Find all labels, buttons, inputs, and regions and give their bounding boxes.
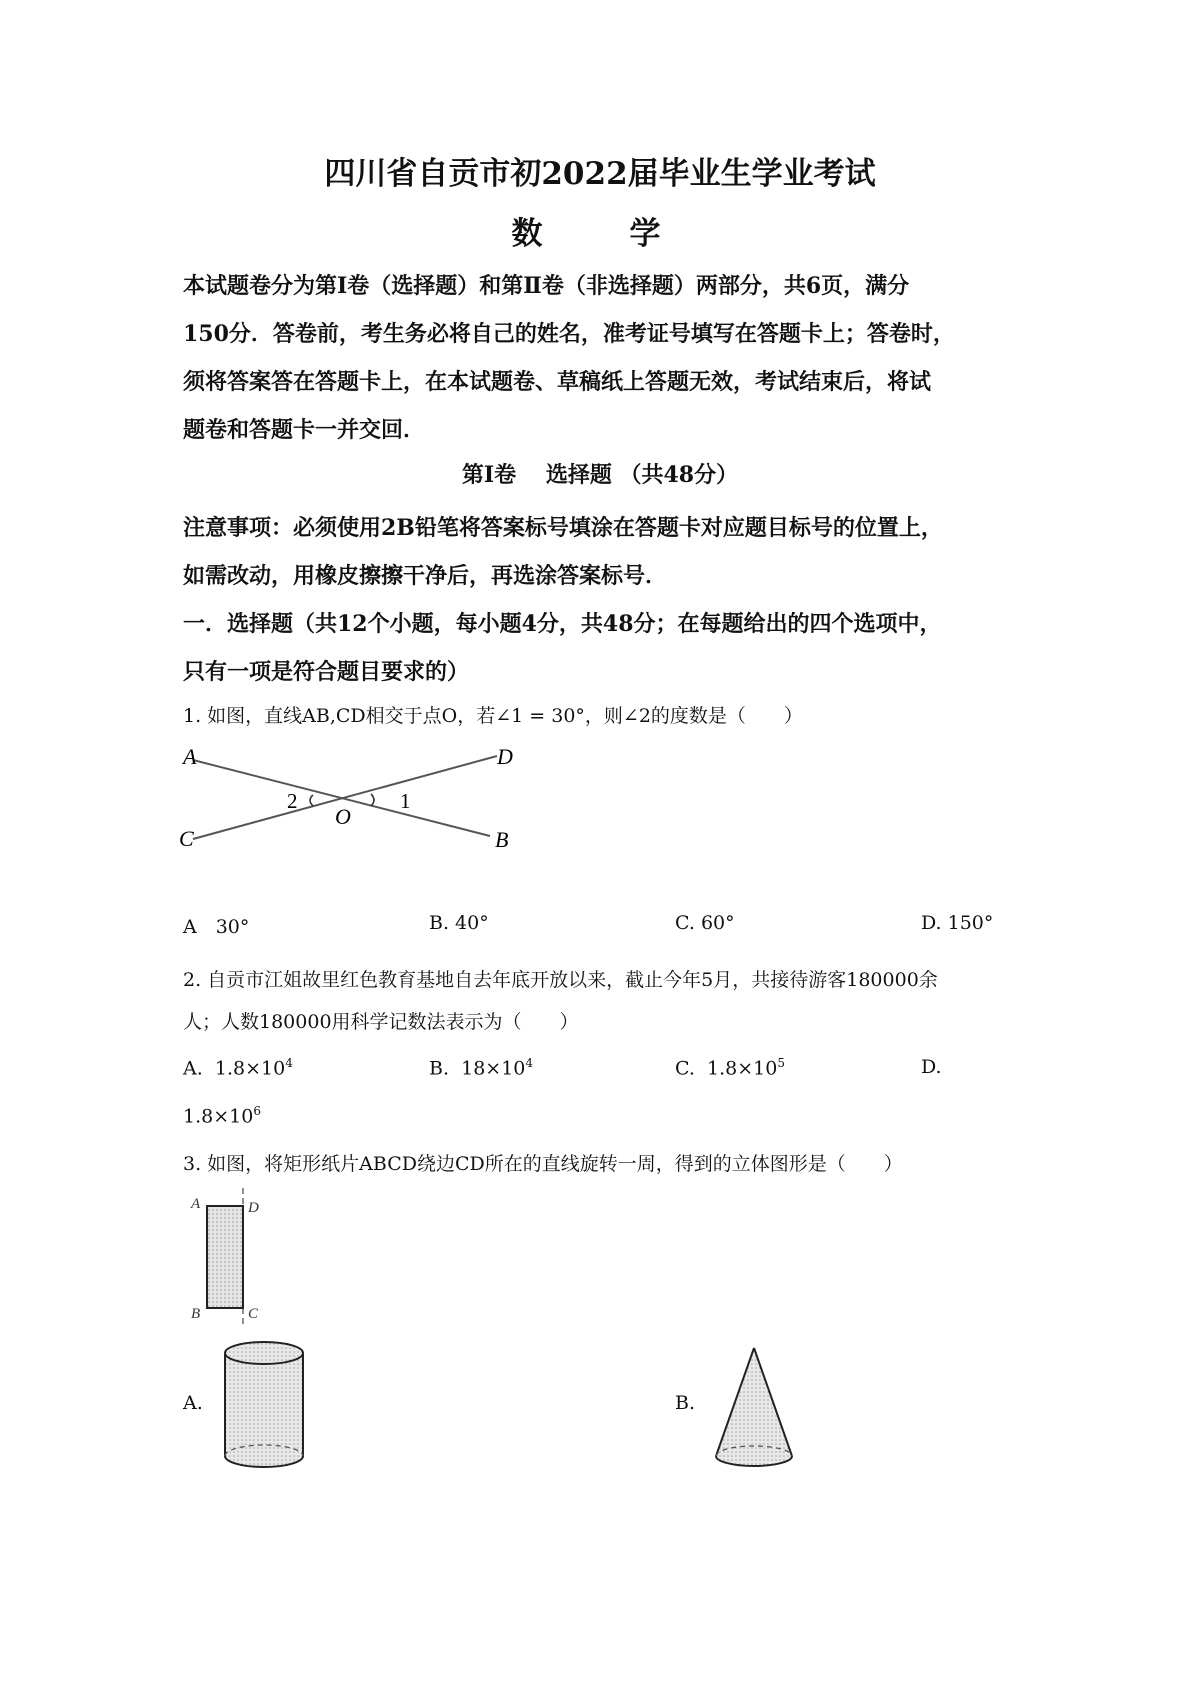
q2-option-a[interactable] [183,1056,293,1079]
cone-figure[interactable] [710,1346,800,1476]
angle-1-arc [371,794,374,806]
notice-line-2: 如需改动，用橡皮擦擦干净后，再选涂答案标号． [183,563,668,589]
label-b: B [191,1306,201,1322]
question-1-text: 1. 如图，直线AB,CD相交于点O，若∠1 = 30°，则∠2的度数是（ ） [183,705,803,727]
label-angle-2: 2 [287,789,298,813]
label-c: C [179,826,194,851]
q3-option-b[interactable]: B. [675,1392,696,1414]
subject-title: 数 学 [511,216,689,252]
intro-line-4: 题卷和答题卡一并交回． [183,417,426,443]
part-heading-line-2: 只有一项是符合题目要求的） [183,659,470,685]
question-2-line-1: 2. 自贡市江姐故里红色教育基地自去年底开放以来，截止今年5月，共接待游客180000余 [183,969,938,991]
cylinder-figure[interactable] [220,1338,310,1478]
question-3-text: 3. 如图，将矩形纸片ABCD绕边CD所在的直线旋转一周，得到的立体图形是（ ） [183,1153,903,1175]
part-heading-line-1: 一．选择题（共12个小题，每小题4分，共48分；在每题给出的四个选项中， [183,611,942,637]
rectangle-abcd [207,1206,243,1308]
exam-title: 四川省自贡市初2022届毕业生学业考试 [324,156,876,192]
label-a: A [191,1196,201,1212]
label-b: B [495,827,509,852]
option-label: A. [183,1057,203,1080]
q1-option-a[interactable]: A 30° [183,916,250,938]
label-d: D [248,1200,259,1216]
q2-option-d-value[interactable] [183,1104,261,1127]
intro-line-2: 150分．答卷前，考生务必将自己的姓名，准考证号填写在答题卡上；答卷时， [183,321,955,347]
q1-option-b[interactable]: B. 40° [429,912,489,934]
option-label: C. [675,1057,695,1080]
notice-line-1: 注意事项：必须使用2B铅笔将答案标号填涂在答题卡对应题目标号的位置上， [183,515,943,541]
option-mantissa: 1.8×10 [214,1057,286,1080]
q2-option-b[interactable] [429,1056,533,1079]
option-mantissa: 1.8×10 [183,1105,254,1128]
angle-2-arc [310,795,313,806]
q2-option-d-label[interactable]: D. [921,1056,942,1078]
section-heading: 第Ⅰ卷 选择题 （共48分） [461,462,739,488]
label-c: C [248,1306,259,1322]
option-exponent: 6 [253,1104,261,1118]
label-o: O [335,804,351,829]
q3-option-a[interactable]: A. [183,1392,203,1414]
question-1-figure [175,740,535,860]
option-label: B. [429,1057,450,1080]
question-3-rectangle-figure [183,1188,283,1328]
label-a: A [183,744,197,769]
label-angle-1: 1 [400,789,411,813]
intro-line-3: 须将答案答在答题卡上，在本试题卷、草稿纸上答题无效，考试结束后，将试 [183,369,932,395]
option-exponent: 5 [777,1056,785,1070]
q1-option-d[interactable]: D. 150° [921,912,994,934]
q2-option-c[interactable] [675,1056,785,1079]
option-exponent: 4 [285,1056,293,1070]
option-mantissa: 1.8×10 [707,1057,778,1080]
q1-option-c[interactable]: C. 60° [675,912,735,934]
label-d: D [497,744,513,769]
intro-line-1: 本试题卷分为第Ⅰ卷（选择题）和第Ⅱ卷（非选择题）两部分，共6页，满分 [183,273,910,299]
question-2-line-2: 人；人数180000用科学记数法表示为（ ） [183,1011,579,1033]
option-mantissa: 18×10 [461,1057,526,1080]
option-exponent: 4 [525,1056,534,1070]
